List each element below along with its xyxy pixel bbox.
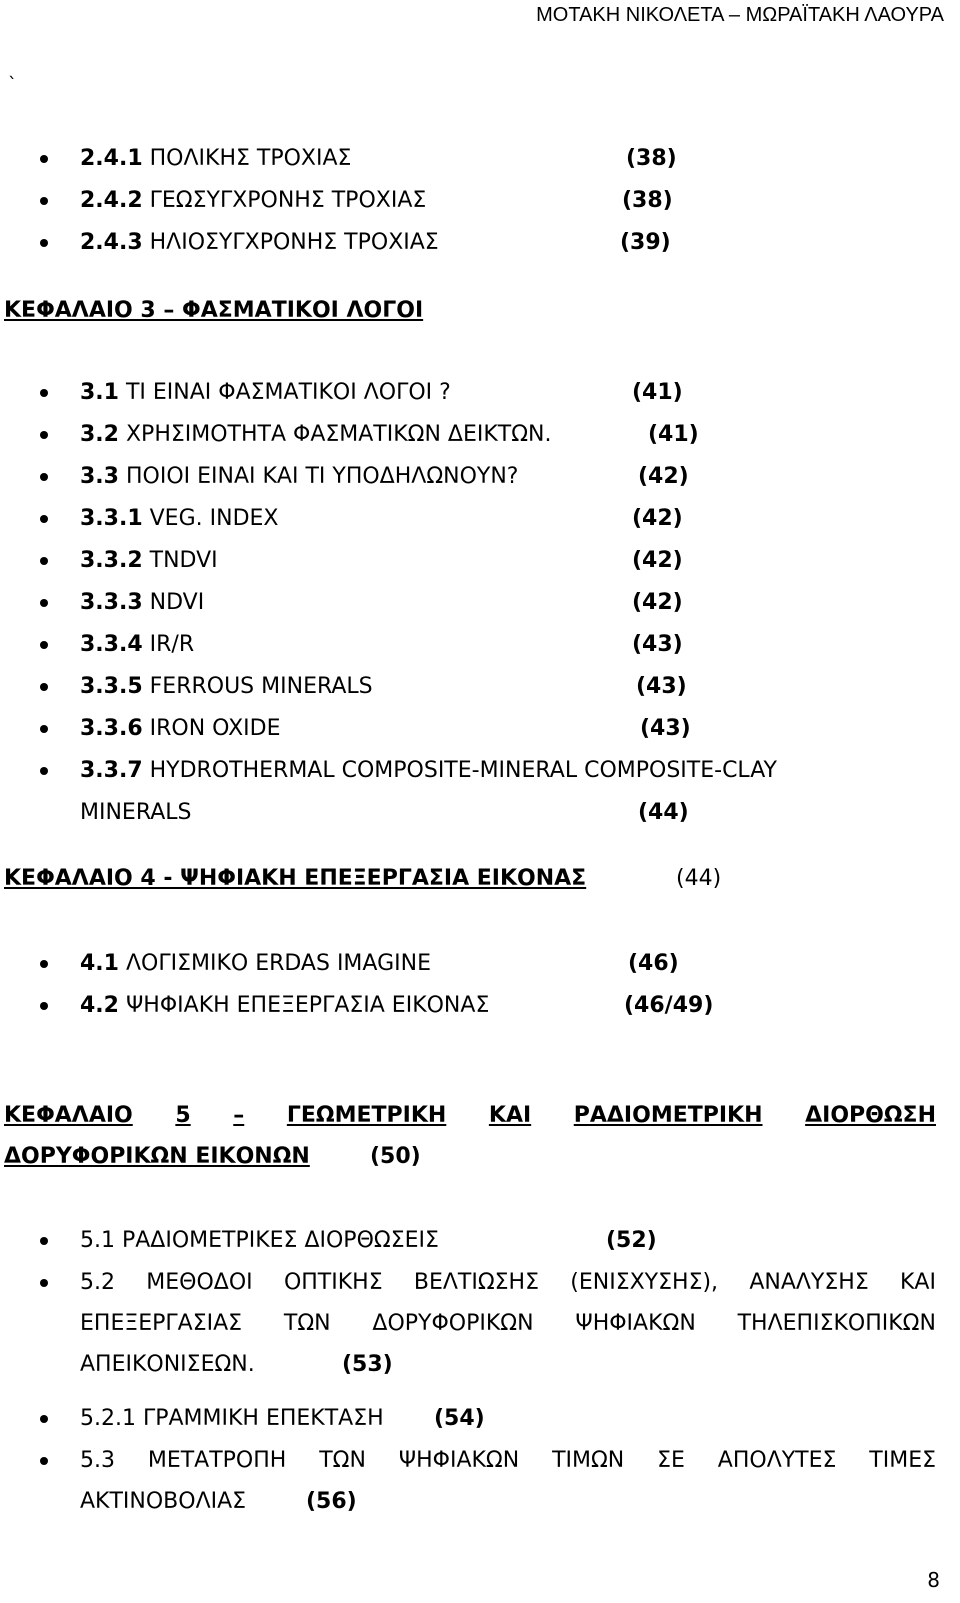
bullet-icon: [40, 599, 48, 607]
bullet-icon: [40, 1279, 48, 1287]
bullet-icon: [40, 641, 48, 649]
bullet-icon: [40, 557, 48, 565]
toc-item: [80, 421, 552, 449]
toc-item: [80, 145, 351, 173]
toc-item: [80, 950, 431, 978]
bullet-icon: [40, 683, 48, 691]
word: 5.3: [80, 1448, 115, 1473]
toc-item-page: (44): [638, 800, 689, 825]
toc-item-title: NDVI: [142, 590, 205, 615]
toc-item-continuation: ΑΠΕΙΚΟΝΙΣΕΩΝ.: [80, 1352, 255, 1377]
bullet-icon: [40, 473, 48, 481]
bullet-icon: [40, 431, 48, 439]
toc-item-page: (42): [632, 590, 683, 615]
heading-word: ΚΕΦΑΛΑΙΟ: [4, 1103, 133, 1128]
page-header: ΜΟΤΑΚΗ ΝΙΚΟΛΕΤΑ – ΜΩΡΑΪΤΑΚΗ ΛΑΟΥΡΑ: [536, 4, 944, 26]
chapter-page: (44): [676, 866, 722, 891]
bullet-icon: [40, 1237, 48, 1245]
bullet-icon: [40, 725, 48, 733]
toc-item-number: 3.3.1: [80, 506, 143, 531]
heading-word: ΓΕΩΜΕΤΡΙΚΗ: [286, 1103, 447, 1128]
bullet-icon: [40, 1415, 48, 1423]
toc-item-title: ΨΗΦΙΑΚΗ ΕΠΕΞΕΡΓΑΣΙΑ ΕΙΚΟΝΑΣ: [118, 993, 490, 1018]
word: ΒΕΛΤΙΩΣΗΣ: [413, 1270, 539, 1295]
word: 5.2: [80, 1270, 115, 1295]
word: ΤΩΝ: [319, 1448, 366, 1473]
word: (ΕΝΙΣΧΥΣΗΣ),: [570, 1270, 719, 1295]
toc-item: [80, 505, 278, 533]
word: ΨΗΦΙΑΚΩΝ: [575, 1311, 696, 1336]
toc-item-line: [80, 1447, 936, 1475]
heading-word: ΔΙΟΡΘΩΣΗ: [805, 1103, 936, 1128]
word: ΜΕΘΟΔΟΙ: [146, 1270, 253, 1295]
bullet-icon: [40, 515, 48, 523]
toc-item-number: 3.3.3: [80, 590, 143, 615]
toc-item-number: 3.3.7: [80, 758, 143, 783]
word: ΑΠΟΛΥΤΕΣ: [717, 1448, 837, 1473]
chapter-heading: ΚΕΦΑΛΑΙΟ 3 – ΦΑΣΜΑΤΙΚΟΙ ΛΟΓΟΙ: [4, 298, 424, 323]
toc-item-line: [80, 1310, 936, 1338]
toc-item: [80, 547, 218, 575]
toc-item-number: 2.4.3: [80, 230, 143, 255]
chapter-heading: ΚΕΦΑΛΑΙΟ 4 - ΨΗΦΙΑΚΗ ΕΠΕΞΕΡΓΑΣΙΑ ΕΙΚΟΝΑΣ: [4, 866, 587, 891]
word: ΑΝΑΛΥΣΗΣ: [749, 1270, 869, 1295]
toc-item-title: VEG. INDEX: [142, 506, 279, 531]
heading-word: ΡΑΔΙΟΜΕΤΡΙΚΗ: [573, 1103, 763, 1128]
toc-item-page: (42): [632, 548, 683, 573]
toc-item-title: FERROUS MINERALS: [142, 674, 373, 699]
word: ΜΕΤΑΤΡΟΠΗ: [147, 1448, 287, 1473]
word: ΤΙΜΕΣ: [869, 1448, 936, 1473]
toc-item-title: IR/R: [142, 632, 195, 657]
toc-item: [80, 715, 280, 743]
toc-item-title: ΗΛΙΟΣΥΓΧΡΟΝΗΣ ΤΡΟΧΙΑΣ: [142, 230, 439, 255]
toc-item-title: ΠΟΛΙΚΗΣ ΤΡΟΧΙΑΣ: [142, 146, 352, 171]
toc-item: [80, 631, 194, 659]
toc-item-title: ΠΟΙΟΙ ΕΙΝΑΙ ΚΑΙ ΤΙ ΥΠΟΔΗΛΩΝΟΥΝ?: [118, 464, 519, 489]
toc-item-number: 3.2: [80, 422, 119, 447]
toc-item: [80, 463, 518, 491]
toc-item-page: (56): [306, 1489, 357, 1514]
chapter-heading-4: [4, 865, 586, 893]
toc-item-number: 3.1: [80, 380, 119, 405]
bullet-icon: [40, 1002, 48, 1010]
toc-item-number: 3.3.6: [80, 716, 143, 741]
bullet-icon: [40, 1457, 48, 1465]
toc-item-title: TNDVI: [142, 548, 218, 573]
bullet-icon: [40, 197, 48, 205]
toc-item-page: (41): [648, 422, 699, 447]
toc-item: [80, 229, 439, 257]
toc-item-number: 3.3.2: [80, 548, 143, 573]
toc-item-page: (38): [622, 188, 673, 213]
toc-item-title: HYDROTHERMAL COMPOSITE-MINERAL COMPOSITE-CLAY: [142, 758, 777, 783]
heading-word: –: [233, 1103, 245, 1128]
toc-item: [80, 757, 777, 785]
toc-item-page: (43): [640, 716, 691, 741]
toc-item: [80, 187, 426, 215]
bullet-icon: [40, 239, 48, 247]
word: ΕΠΕΞΕΡΓΑΣΙΑΣ: [80, 1311, 243, 1336]
toc-item-page: (46/49): [624, 993, 714, 1018]
toc-item-title: ΤΙ ΕΙΝΑΙ ΦΑΣΜΑΤΙΚΟΙ ΛΟΓΟΙ ?: [118, 380, 451, 405]
toc-item-page: (38): [626, 146, 677, 171]
toc-item: [80, 589, 204, 617]
bullet-icon: [40, 960, 48, 968]
toc-item-number: 4.1: [80, 951, 119, 976]
word: ΨΗΦΙΑΚΩΝ: [398, 1448, 520, 1473]
toc-item-page: (41): [632, 380, 683, 405]
word: ΣΕ: [657, 1448, 685, 1473]
toc-item-number: 3.3.4: [80, 632, 143, 657]
chapter-page: (50): [370, 1144, 421, 1169]
toc-item-continuation: ΑΚΤΙΝΟΒΟΛΙΑΣ: [80, 1489, 247, 1514]
toc-item-title: ΧΡΗΣΙΜΟΤΗΤΑ ΦΑΣΜΑΤΙΚΩΝ ΔΕΙΚΤΩΝ.: [118, 422, 552, 447]
word: ΟΠΤΙΚΗΣ: [283, 1270, 383, 1295]
page-number: 8: [927, 1568, 940, 1592]
toc-item-page: (53): [342, 1352, 393, 1377]
toc-item-page: (52): [606, 1228, 657, 1253]
heading-text: ΔΟΡΥΦΟΡΙΚΩΝ ΕΙΚΟΝΩΝ: [4, 1144, 310, 1169]
toc-item-title: ΛΟΓΙΣΜΙΚΟ ERDAS IMAGINE: [118, 951, 431, 976]
toc-item-page: (46): [628, 951, 679, 976]
bullet-icon: [40, 767, 48, 775]
toc-item-continuation: MINERALS: [80, 800, 192, 825]
toc-item-line: [80, 1269, 936, 1297]
stray-mark: `: [8, 74, 17, 95]
bullet-icon: [40, 389, 48, 397]
chapter-heading-5: [4, 1102, 936, 1130]
bullet-icon: [40, 155, 48, 163]
toc-item: [80, 673, 373, 701]
word: ΤΩΝ: [283, 1311, 331, 1336]
toc-item-page: (43): [632, 632, 683, 657]
toc-item-number: 3.3.5: [80, 674, 143, 699]
toc-item-number: 2.4.2: [80, 188, 143, 213]
word: ΤΗΛΕΠΙΣΚΟΠΙΚΩΝ: [737, 1311, 936, 1336]
toc-item: [80, 992, 489, 1020]
toc-item-title: ΓΕΩΣΥΓΧΡΟΝΗΣ ΤΡΟΧΙΑΣ: [142, 188, 427, 213]
toc-item: 5.1 ΡΑΔΙΟΜΕΤΡΙΚΕΣ ΔΙΟΡΘΩΣΕΙΣ: [80, 1228, 439, 1253]
toc-item-number: 3.3: [80, 464, 119, 489]
toc-item-page: (54): [434, 1406, 485, 1431]
heading-word: ΚΑΙ: [488, 1103, 532, 1128]
toc-item-page: (39): [620, 230, 671, 255]
word: ΔΟΡΥΦΟΡΙΚΩΝ: [372, 1311, 534, 1336]
word: ΤΙΜΩΝ: [552, 1448, 625, 1473]
toc-item-page: (42): [638, 464, 689, 489]
toc-item-page: (43): [636, 674, 687, 699]
heading-word: 5: [175, 1103, 191, 1128]
word: ΚΑΙ: [900, 1270, 936, 1295]
toc-item-page: (42): [632, 506, 683, 531]
toc-item: 5.2.1 ΓΡΑΜΜΙΚΗ ΕΠΕΚΤΑΣΗ: [80, 1406, 384, 1431]
chapter-heading-5-line2: [4, 1143, 310, 1171]
toc-item-number: 4.2: [80, 993, 119, 1018]
toc-item-number: 2.4.1: [80, 146, 143, 171]
toc-item-title: IRON OXIDE: [142, 716, 281, 741]
toc-item: [80, 379, 451, 407]
